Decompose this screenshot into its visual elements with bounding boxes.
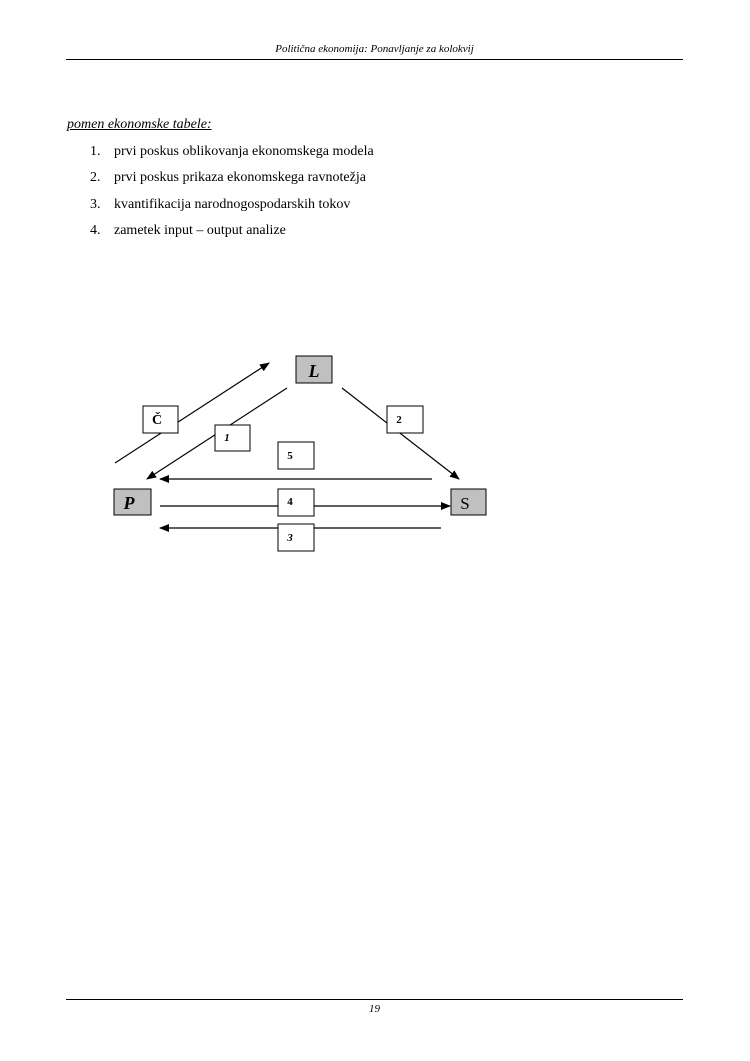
list-item-number: 3. <box>90 196 101 212</box>
flow-label-3 <box>278 524 314 551</box>
flow-label-3-text: 3 <box>287 532 293 544</box>
node-l <box>296 356 332 383</box>
page-number: 19 <box>369 1003 380 1015</box>
flow-label-4-box <box>278 489 314 516</box>
list-item-text: prvi poskus prikaza ekonomskega ravnotežja <box>114 170 366 186</box>
flow-label-1-text: 1 <box>224 432 230 444</box>
flow-label-4 <box>278 489 314 516</box>
flow-label-2-box <box>387 406 423 433</box>
list-item-number: 4. <box>90 222 101 238</box>
node-s <box>451 489 486 515</box>
node-l-label: L <box>308 361 320 381</box>
list-item-text: zametek input – output analize <box>114 222 286 238</box>
node-s-label: S <box>460 494 470 513</box>
flow-label-c <box>143 406 178 433</box>
section-heading: pomen ekonomske tabele: <box>67 117 212 132</box>
node-p <box>114 489 151 515</box>
list-item-number: 2. <box>90 170 101 186</box>
flow-label-5-box <box>278 442 314 469</box>
list-item-number: 1. <box>90 144 101 159</box>
flow-label-3-box <box>278 524 314 551</box>
list-item-text: prvi poskus oblikovanja ekonomskega modela <box>114 144 374 159</box>
node-p-label: P <box>123 493 135 513</box>
flow-label-2-text: 2 <box>396 414 402 426</box>
flow-label-c-text: Č <box>151 413 163 428</box>
flow-label-2 <box>387 406 423 433</box>
footer-rule <box>66 999 683 1000</box>
flow-label-1 <box>215 425 250 451</box>
list-item-text: kvantifikacija narodnogospodarskih tokov <box>114 196 351 212</box>
running-header: Politična ekonomija: Ponavljanje za kolokvij <box>275 43 474 55</box>
flow-label-5-text: 5 <box>287 450 293 462</box>
flow-label-4-text: 4 <box>287 496 293 508</box>
flow-label-5 <box>278 442 314 469</box>
flow-label-1-box <box>215 425 250 451</box>
